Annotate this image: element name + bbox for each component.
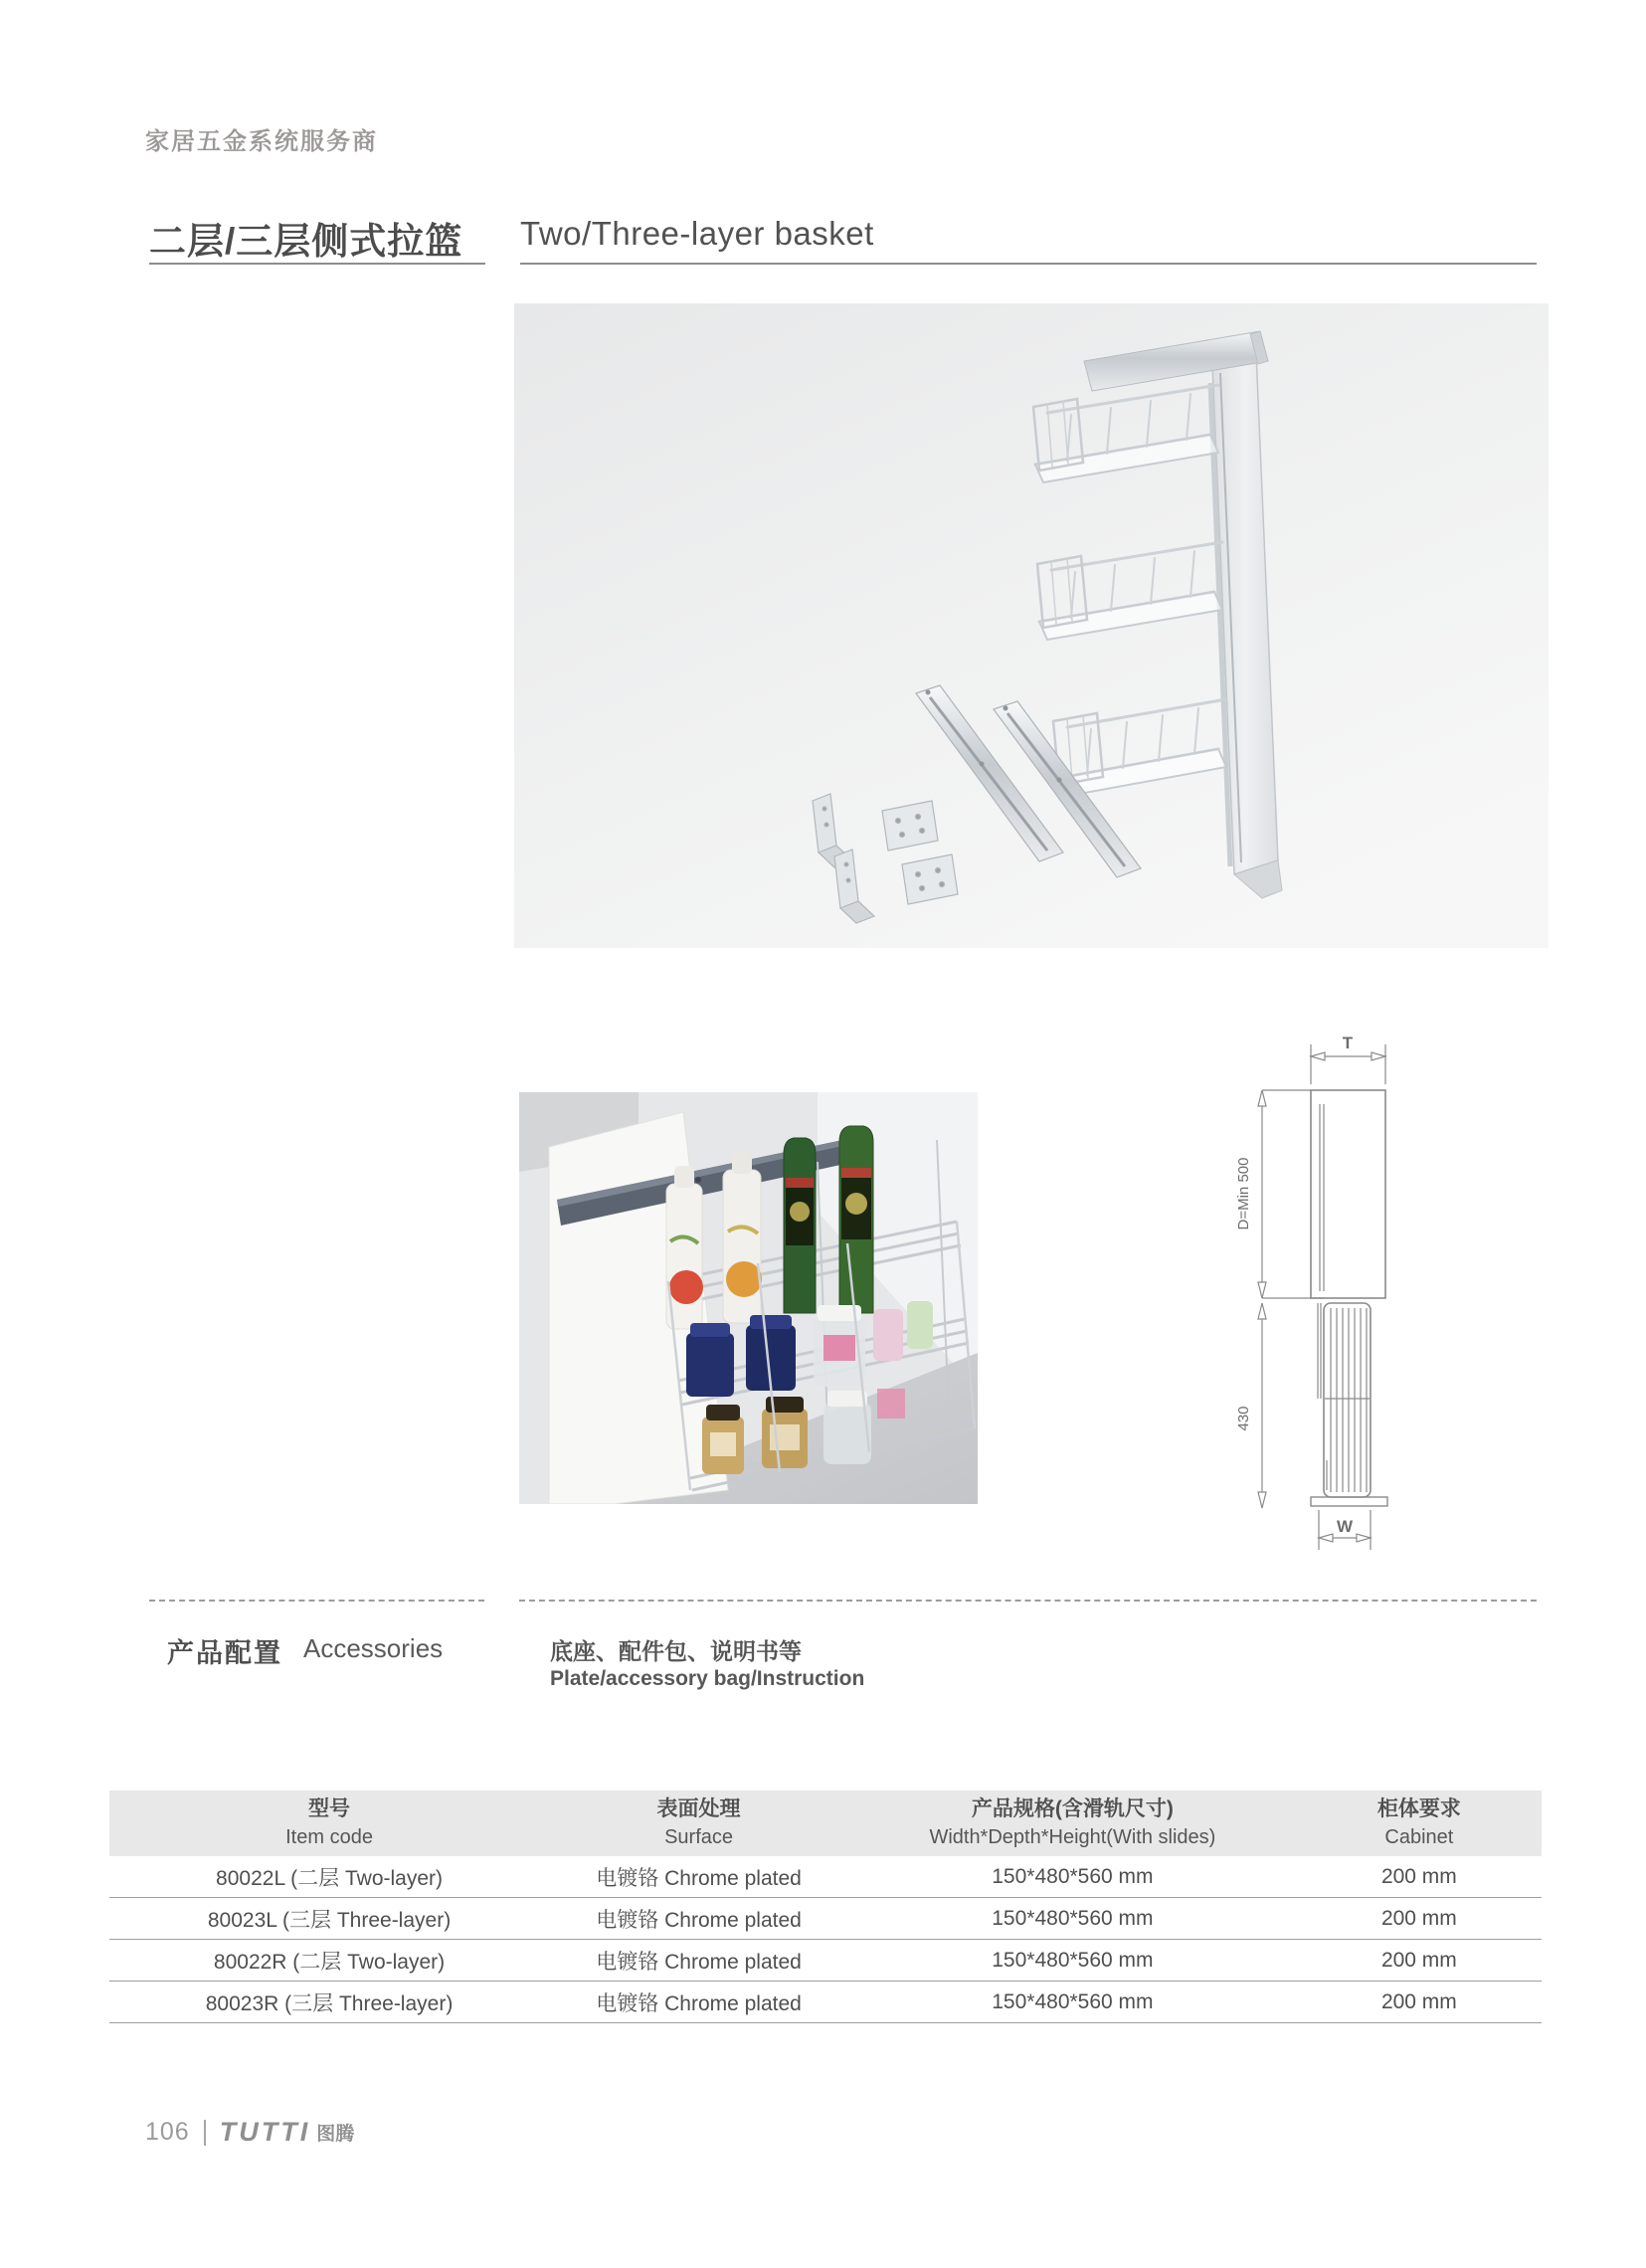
accessories-label-en: Accessories bbox=[303, 1633, 444, 1663]
page-title-cn: 二层/三层侧式拉篮 bbox=[149, 221, 463, 262]
dim-label-depth: D=Min 500 bbox=[1235, 1157, 1252, 1230]
brand-logo-cn: 图腾 bbox=[316, 2124, 355, 2145]
product-render-image bbox=[514, 303, 1549, 948]
table-row: 80023R (三层 Three-layer) 电镀铬 Chrome plated 150*480*560 mm 200 mm bbox=[109, 1982, 1542, 2023]
spec-table bbox=[109, 1791, 1542, 2023]
col-header-spec: 产品规格(含滑轨尺寸) Width*Depth*Height(With slides) bbox=[929, 1797, 1216, 1848]
dim-label-lower-height: 430 bbox=[1235, 1406, 1252, 1431]
product-photo-image bbox=[519, 1092, 978, 1504]
title-underline-right bbox=[520, 263, 1537, 265]
col-header-item-code: 型号 Item code bbox=[285, 1797, 373, 1848]
title-underline-left bbox=[149, 263, 485, 265]
accessories-desc-en: Plate/accessory bag/Instruction bbox=[550, 1667, 865, 1690]
table-row: 80023L (三层 Three-layer) 电镀铬 Chrome plated 150*480*560 mm 200 mm bbox=[109, 1898, 1542, 1940]
table-row: 80022L (二层 Two-layer) 电镀铬 Chrome plated 150*480*560 mm 200 mm bbox=[109, 1856, 1542, 1898]
accessories-label-cn: 产品配置 bbox=[167, 1638, 282, 1668]
page-footer bbox=[145, 2117, 354, 2148]
spec-table-header bbox=[109, 1791, 1542, 1856]
brand-logo: TUTTI bbox=[219, 2117, 311, 2147]
dashed-separator-left bbox=[149, 1600, 484, 1602]
product-render-svg bbox=[514, 303, 1549, 948]
table-row: 80022R (二层 Two-layer) 电镀铬 Chrome plated 150*480*560 mm 200 mm bbox=[109, 1940, 1542, 1982]
dim-label-bottom-width: W bbox=[1336, 1517, 1354, 1536]
dimension-diagram bbox=[1221, 1033, 1420, 1554]
page-number: 106 bbox=[145, 2118, 190, 2146]
col-header-cabinet: 柜体要求 Cabinet bbox=[1376, 1797, 1461, 1848]
col-header-surface: 表面处理 Surface bbox=[656, 1797, 741, 1848]
dashed-separator-right bbox=[519, 1600, 1537, 1602]
product-photo-svg bbox=[519, 1092, 978, 1504]
dim-label-top-width: T bbox=[1342, 1034, 1354, 1052]
dimension-diagram-svg bbox=[1221, 1033, 1420, 1554]
page-title-en: Two/Three-layer basket bbox=[520, 215, 874, 252]
footer-divider bbox=[204, 2120, 206, 2146]
accessories-desc-cn: 底座、配件包、说明书等 bbox=[550, 1638, 802, 1664]
brand-tagline: 家居五金系统服务商 bbox=[145, 128, 378, 155]
